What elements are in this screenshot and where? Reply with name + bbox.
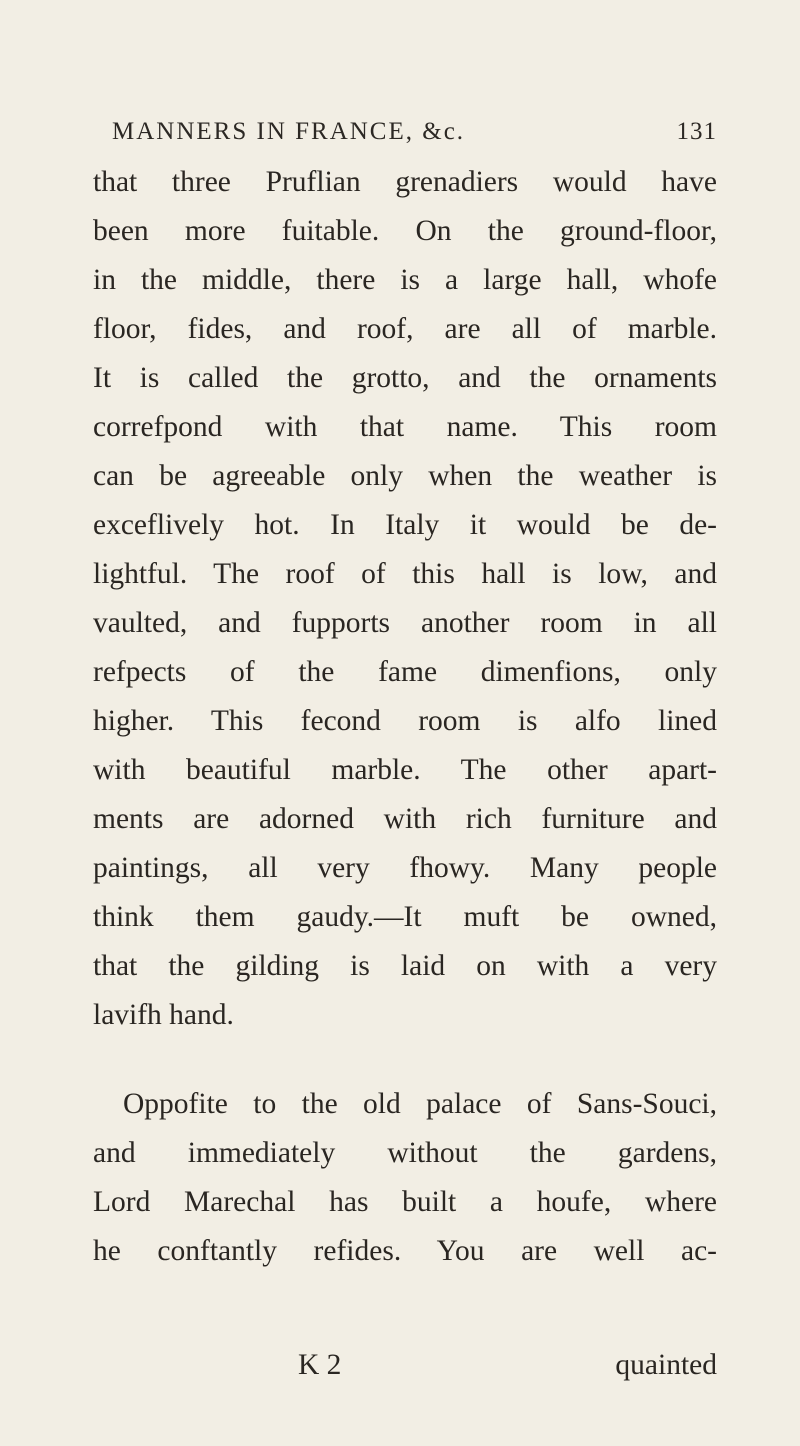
text-line: that three Pruflian grenadiers would have: [93, 166, 717, 198]
text-line: exceflively hot. In Italy it would be de-: [93, 509, 717, 541]
catchword: quainted: [615, 1349, 717, 1381]
text-line: Oppofite to the old palace of Sans-Souci,: [123, 1088, 717, 1120]
page-footer: [93, 1345, 717, 1385]
text-line: ments are adorned with rich furniture and: [93, 803, 717, 835]
text-line: higher. This fecond room is alfo lined: [93, 705, 717, 737]
text-line: refpects of the fame dimenfions, only: [93, 656, 717, 688]
text-line: and immediately without the gardens,: [93, 1137, 717, 1169]
text-line: correfpond with that name. This room: [93, 411, 717, 443]
text-line: he conftantly refides. You are well ac-: [93, 1235, 717, 1267]
text-line: paintings, all very fhowy. Many people: [93, 852, 717, 884]
text-line: with beautiful marble. The other apart-: [93, 754, 717, 786]
text-line: that the gilding is laid on with a very: [93, 950, 717, 982]
body-text: [93, 158, 717, 1276]
page-number: 131: [676, 118, 717, 145]
text-line: It is called the grotto, and the ornaments: [93, 362, 717, 394]
text-line: Lord Marechal has built a houfe, where: [93, 1186, 717, 1218]
text-line: think them gaudy.—It muft be owned,: [93, 901, 717, 933]
text-line: floor, fides, and roof, are all of marble.: [93, 313, 717, 345]
text-line: can be agreeable only when the weather is: [93, 460, 717, 492]
text-line: been more fuitable. On the ground-floor,: [93, 215, 717, 247]
signature-mark: K 2: [298, 1349, 342, 1381]
text-line: lavifh hand.: [93, 999, 234, 1031]
text-line: lightful. The roof of this hall is low, and: [93, 558, 717, 590]
text-line: vaulted, and fupports another room in all: [93, 607, 717, 639]
paragraph-2: [93, 1080, 717, 1276]
paragraph-1: [93, 158, 717, 1040]
paragraph-gap: [93, 1040, 717, 1080]
text-line: in the middle, there is a large hall, whofe: [93, 264, 717, 296]
running-title: MANNERS IN FRANCE, &c.: [112, 118, 466, 145]
running-head: [112, 118, 717, 152]
